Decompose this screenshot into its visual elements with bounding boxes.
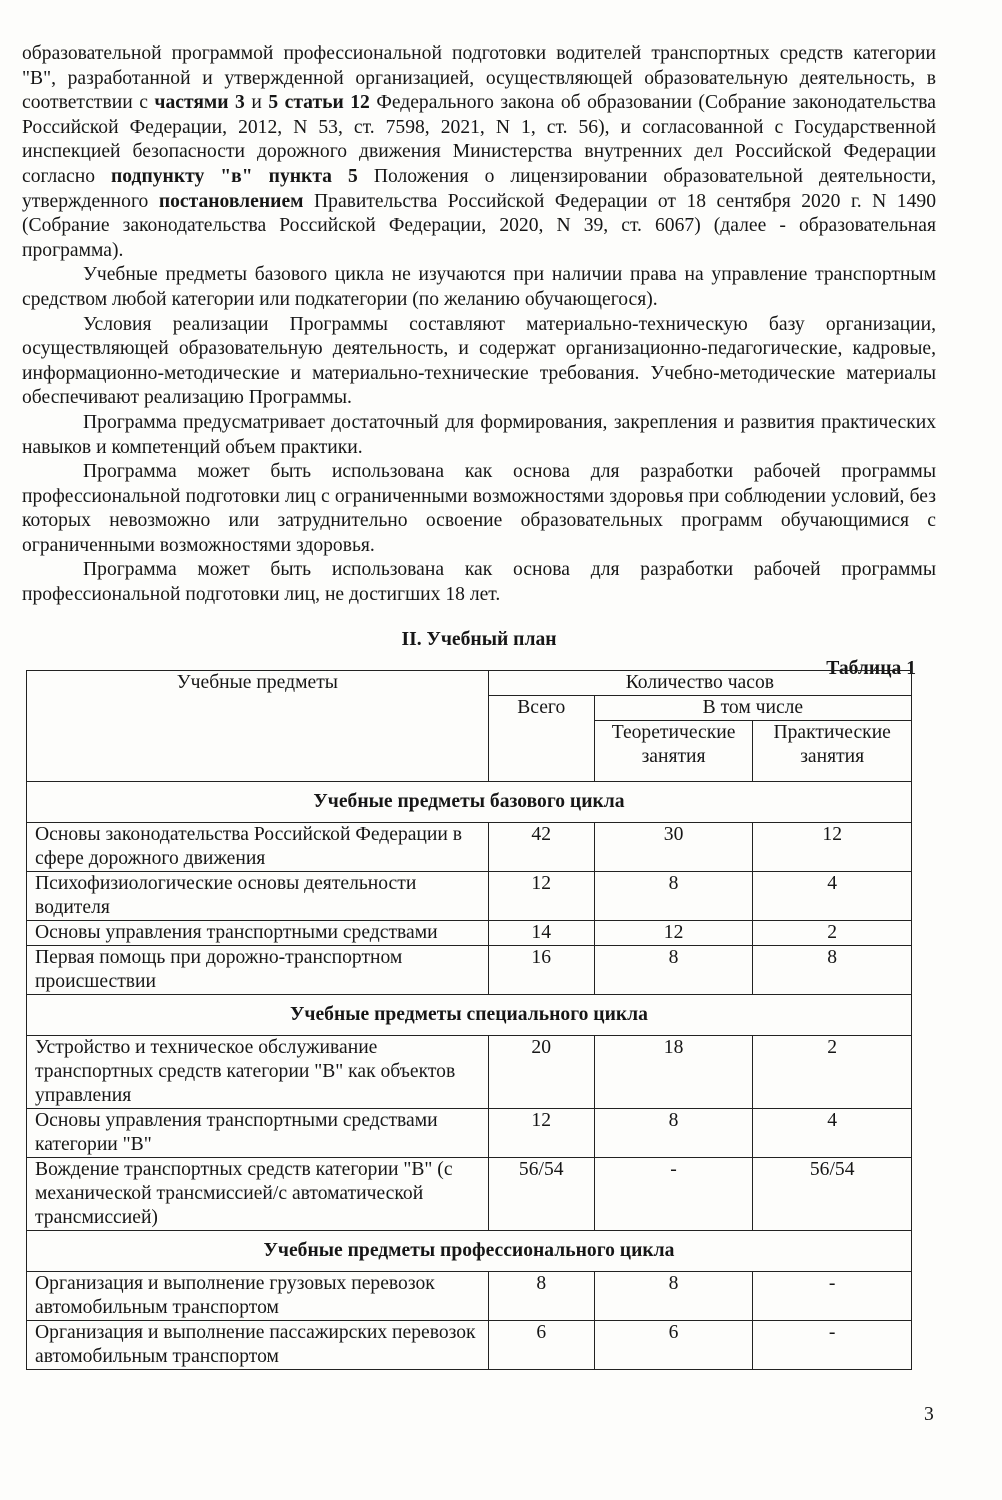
intro-paragraph-6: Программа может быть использована как основа для разработки рабочей программы профессиональной подготовки лиц, не достигших 18 лет. <box>22 559 936 606</box>
bold-reference: постановлением <box>158 190 304 212</box>
theory-hours-cell: 8 <box>594 872 753 921</box>
table-row <box>27 946 912 995</box>
total-hours-cell: 14 <box>488 921 594 946</box>
subject-name-cell: Первая помощь при дорожно-транспортном происшествии <box>27 946 489 995</box>
total-hours-cell: 8 <box>488 1272 594 1321</box>
subject-name-cell: Организация и выполнение грузовых перевозок автомобильным транспортом <box>27 1272 489 1321</box>
bold-reference: 5 статьи 12 <box>268 92 370 114</box>
table-label: Таблица 1 <box>826 657 916 679</box>
practice-hours-cell: 4 <box>753 872 912 921</box>
subject-name-cell: Основы законодательства Российской Федерации в сфере дорожного движения <box>27 823 489 872</box>
cycle-title: Учебные предметы профессионального цикла <box>27 1231 912 1272</box>
section-title: II. Учебный план <box>401 628 557 650</box>
total-hours-cell: 12 <box>488 1109 594 1158</box>
cycle-title: Учебные предметы специального цикла <box>27 995 912 1036</box>
table-row <box>27 921 912 946</box>
table-row <box>27 1158 912 1231</box>
text-run: и <box>244 92 269 114</box>
theory-hours-cell: 8 <box>594 1272 753 1321</box>
practice-hours-cell: 2 <box>753 1036 912 1109</box>
cycle-title: Учебные предметы базового цикла <box>27 782 912 823</box>
subject-name-cell: Психофизиологические основы деятельности водителя <box>27 872 489 921</box>
total-hours-cell: 56/54 <box>488 1158 594 1231</box>
text-run: Правительства Российской Федерации от 18 сентября 2020 г. N 1490 (Собрание законодательства Российской Федерации, 2020, N 39, ст. 6067) (далее - образовательная программа). <box>22 190 936 261</box>
subject-name-cell: Основы управления транспортными средствами категории "В" <box>27 1109 489 1158</box>
intro-paragraph-4: Программа предусматривает достаточный для формирования, закрепления и развития практических навыков и компетенций объем практики. <box>22 411 936 458</box>
table-row <box>27 1109 912 1158</box>
intro-paragraph-2: Учебные предметы базового цикла не изучаются при наличии права на управление транспортным средством любой категории или подкатегории (по желанию обучающегося). <box>22 264 936 310</box>
total-hours-cell: 20 <box>488 1036 594 1109</box>
header-hours: Количество часов <box>488 671 911 696</box>
header-theory: Теоретические занятия <box>594 721 753 782</box>
header-practice: Практические занятия <box>753 721 912 782</box>
header-subjects: Учебные предметы <box>27 671 489 782</box>
theory-hours-cell: 30 <box>594 823 753 872</box>
table-row <box>27 1036 912 1109</box>
practice-hours-cell: - <box>753 1321 912 1370</box>
total-hours-cell: 42 <box>488 823 594 872</box>
practice-hours-cell: - <box>753 1272 912 1321</box>
practice-hours-cell: 12 <box>753 823 912 872</box>
practice-hours-cell: 2 <box>753 921 912 946</box>
table-row <box>27 872 912 921</box>
text-run: образовательной программой профессиональной подготовки водителей транспортных средств категории "В", разработанной и утвержденной организацией, осуществляющей образовательную деятельность, в соответствии с <box>22 43 936 114</box>
curriculum-table <box>26 670 912 1370</box>
intro-paragraph-3: Условия реализации Программы составляют материально-техническую базу организации, осуществляющей образовательную деятельность, и содержат организационно-педагогические, кадровые, информационно-методические и материально-технические требования. Учебно-методические материалы обеспечивают реализацию Программы. <box>22 313 936 409</box>
theory-hours-cell: 12 <box>594 921 753 946</box>
table-row <box>27 823 912 872</box>
cycle-header-row <box>27 782 912 823</box>
bold-reference: подпункту "в" пункта 5 <box>111 165 358 187</box>
table-row <box>27 1272 912 1321</box>
intro-paragraph-1 <box>22 42 936 263</box>
header-total: Всего <box>488 696 594 782</box>
total-hours-cell: 16 <box>488 946 594 995</box>
document-page <box>22 42 936 680</box>
theory-hours-cell: 6 <box>594 1321 753 1370</box>
theory-hours-cell: 8 <box>594 946 753 995</box>
total-hours-cell: 12 <box>488 872 594 921</box>
subject-name-cell: Устройство и техническое обслуживание транспортных средств категории "В" как объектов управления <box>27 1036 489 1109</box>
cycle-header-row <box>27 995 912 1036</box>
text-run: Федерального закона об образовании (Собрание законодательства Российской Федерации, 2012, N 53, ст. 7598, 2021, N 1, ст. 56), и согласованной с Государственной инспекцией безопасности дорожного движения Министерства внутренних дел Российской Федерации согласно <box>22 92 936 187</box>
cycle-header-row <box>27 1231 912 1272</box>
theory-hours-cell: 8 <box>594 1109 753 1158</box>
practice-hours-cell: 8 <box>753 946 912 995</box>
curriculum-table-body <box>27 782 912 1370</box>
total-hours-cell: 6 <box>488 1321 594 1370</box>
intro-paragraph-5: Программа может быть использована как основа для разработки рабочей программы профессиональной подготовки лиц с ограниченными возможностями здоровья при соблюдении условий, без которых невозможно или затруднительно освоение образовательных программ обучающимися с ограниченными возможностями здоровья. <box>22 461 936 556</box>
page-number: 3 <box>924 1404 934 1425</box>
theory-hours-cell: 18 <box>594 1036 753 1109</box>
table-row <box>27 1321 912 1370</box>
subject-name-cell: Организация и выполнение пассажирских перевозок автомобильным транспортом <box>27 1321 489 1370</box>
text-run: Положения о лицензировании образовательной деятельности, утвержденного <box>22 165 937 212</box>
practice-hours-cell: 56/54 <box>753 1158 912 1231</box>
subject-name-cell: Вождение транспортных средств категории "В" (с механической трансмиссией/с автоматической трансмиссией) <box>27 1158 489 1231</box>
practice-hours-cell: 4 <box>753 1109 912 1158</box>
header-including: В том числе <box>594 696 911 721</box>
subject-name-cell: Основы управления транспортными средствами <box>27 921 489 946</box>
theory-hours-cell: - <box>594 1158 753 1231</box>
bold-reference: частями 3 <box>154 92 245 114</box>
